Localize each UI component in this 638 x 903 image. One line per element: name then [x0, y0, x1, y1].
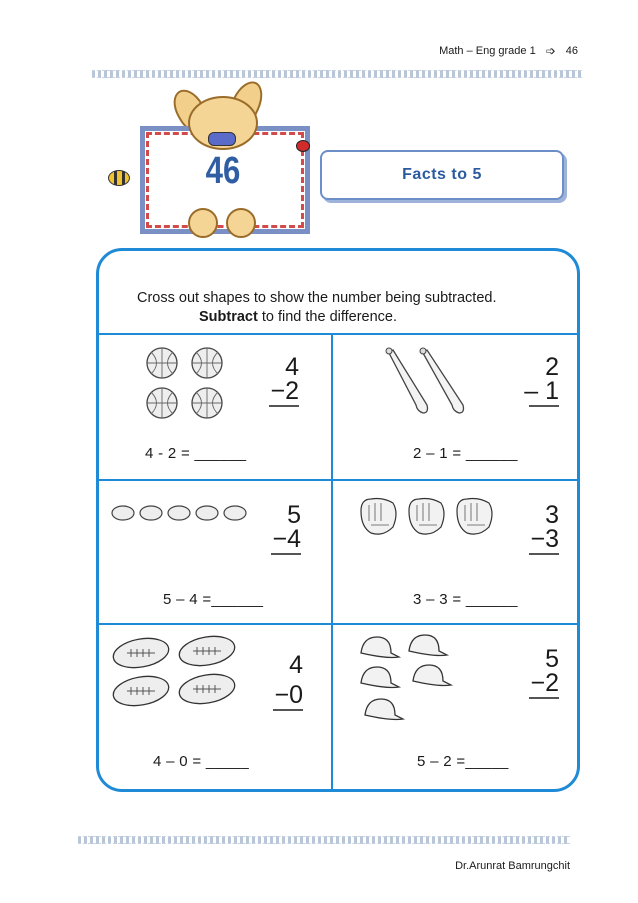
top-divider — [92, 70, 582, 78]
answer-line — [273, 709, 303, 711]
bow-tie-icon — [208, 132, 236, 146]
vertical-problem — [261, 503, 301, 555]
minuend: 3 — [545, 501, 559, 529]
minuend: 2 — [545, 353, 559, 381]
bat-icons[interactable] — [383, 347, 493, 419]
answer-line — [529, 405, 559, 407]
minuend: 5 — [545, 645, 559, 673]
answer-line — [529, 697, 559, 699]
vertical-problem — [519, 647, 559, 699]
equation: 5 – 2 =_____ — [417, 753, 509, 770]
cap-icons[interactable] — [357, 631, 467, 731]
page-title: Facts to 5 — [320, 150, 564, 200]
subtrahend: −4 — [272, 525, 301, 553]
problem-cell-gloves — [333, 481, 577, 623]
equation: 5 – 4 =______ — [163, 591, 264, 608]
equation: 2 – 1 = ______ — [413, 445, 518, 462]
worksheet-panel — [96, 248, 580, 792]
problem-grid — [99, 333, 577, 789]
puck-icons[interactable] — [111, 501, 261, 525]
problem-cell-pucks — [99, 481, 331, 623]
glove-icons[interactable] — [357, 495, 503, 539]
header-subject: Math – Eng grade 1 — [439, 45, 536, 57]
vertical-problem — [519, 503, 559, 555]
lesson-number: 46 — [205, 150, 241, 192]
subtrahend: −2 — [270, 377, 299, 405]
ball-icons[interactable] — [145, 347, 255, 421]
answer-line — [529, 553, 559, 555]
bunny-paw-icon — [188, 208, 218, 238]
footer-author: Dr.Arunrat Bamrungchit — [455, 860, 570, 872]
answer-line — [271, 553, 301, 555]
answer-line — [269, 405, 299, 407]
vertical-problem — [519, 355, 559, 407]
bottom-divider — [78, 836, 570, 844]
instructions-rest: to find the difference. — [257, 309, 398, 325]
minuend: 5 — [287, 501, 301, 529]
equation: 3 – 3 = ______ — [413, 591, 518, 608]
ladybug-icon — [296, 140, 310, 152]
problem-cell-balls — [99, 333, 331, 479]
subtrahend: −2 — [530, 669, 559, 697]
problem-cell-footballs — [99, 625, 331, 789]
instructions-line-2 — [137, 308, 496, 327]
problem-cell-caps — [333, 625, 577, 789]
vertical-problem — [265, 355, 299, 407]
equation: 4 – 0 = _____ — [153, 753, 250, 770]
instructions — [137, 289, 496, 327]
bunny-paw-icon — [226, 208, 256, 238]
minuend: 4 — [289, 651, 303, 679]
minuend: 4 — [285, 353, 299, 381]
arrow-icon: ➩ — [545, 44, 556, 58]
equation: 4 - 2 = ______ — [145, 445, 247, 462]
football-icons[interactable] — [109, 635, 239, 711]
subtrahend: −3 — [530, 525, 559, 553]
vertical-problem — [263, 653, 303, 711]
subtrahend: – 1 — [524, 377, 559, 405]
instructions-line-1: Cross out shapes to show the number being subtracted. — [137, 290, 497, 306]
bee-icon — [108, 170, 130, 186]
problem-cell-bats — [333, 333, 577, 479]
instructions-bold-word: Subtract — [199, 309, 258, 325]
page-header — [439, 44, 578, 58]
header-page-number: 46 — [565, 45, 578, 57]
subtrahend: −0 — [274, 681, 303, 709]
